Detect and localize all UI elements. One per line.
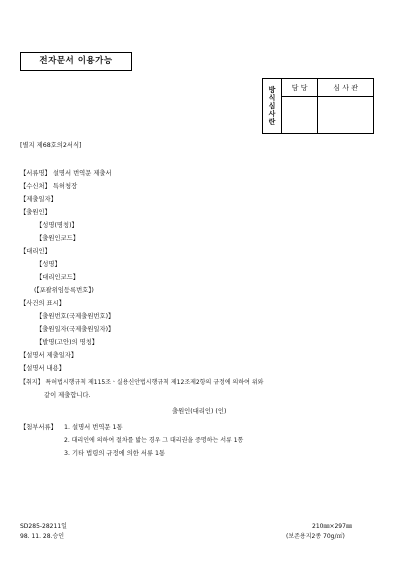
field-agent-name: 【성명】 xyxy=(36,261,61,268)
field-purpose-line2: 같이 제출합니다. xyxy=(44,392,91,399)
field-applicant-code: 【출원인코드】 xyxy=(36,235,80,242)
approval-col-staff: 담 당 xyxy=(282,79,318,97)
approval-char: 심 xyxy=(268,102,276,110)
attachment-item-1: 1. 설명서 번역문 1통 xyxy=(64,424,123,431)
field-submit-date: 【설명서 제출일자】 xyxy=(20,352,78,359)
approval-char: 란 xyxy=(268,118,276,126)
footer-form-code: SD285-28211일 xyxy=(20,523,67,530)
attachment-item-2: 2. 대리인에 의하여 절차를 밟는 경우 그 대리권을 증명하는 서류 1통 xyxy=(64,437,244,444)
approval-side-label xyxy=(263,79,282,134)
footer-approval-date: 98. 11. 28.승인 xyxy=(20,533,65,540)
approval-char: 식 xyxy=(268,94,276,102)
field-agent-code: 【대리인코드】 xyxy=(36,274,80,281)
approval-col-examiner: 심 사 관 xyxy=(318,79,374,97)
document-title: 전자문서 이용가능 xyxy=(39,56,113,66)
field-date: 【제출일자】 xyxy=(20,196,57,203)
attachment-item-3: 3. 기타 법령의 규정에 의한 서류 1통 xyxy=(64,450,166,457)
field-invention-title: 【발명(고안)의 명칭】 xyxy=(36,339,99,346)
field-doc-type: 【서류명】 설명서 번역문 제출서 xyxy=(20,170,112,177)
field-purpose-line1: 【취지】 특허법시행규칙 제115조ㆍ실용신안법시행규칙 제12조제2항의 규정에 의하여 위와 xyxy=(20,379,264,386)
document-title-box xyxy=(20,52,132,71)
field-application-number: 【출원번호(국제출원번호)】 xyxy=(36,313,115,320)
field-application-date: 【출원일자(국제출원일자)】 xyxy=(36,326,115,333)
approval-char: 사 xyxy=(268,110,276,118)
field-agent-registration: (【포괄위임등록번호】) xyxy=(34,287,94,294)
footer-paper-size: 210㎜×297㎜ xyxy=(312,523,352,530)
field-applicant-name: 【성명(명칭)】 xyxy=(36,222,78,229)
approval-cell-examiner xyxy=(318,97,374,134)
field-recipient: 【수신처】 특허청장 xyxy=(20,183,78,190)
signature-line: 출원인(대리인) (인) xyxy=(172,408,227,415)
field-case: 【사건의 표시】 xyxy=(20,300,66,307)
field-description: 【설명서 내용】 xyxy=(20,365,66,372)
footer-paper-type: (보존용지2종 70g/㎡) xyxy=(286,533,345,540)
field-attachments: 【첨부서류】 xyxy=(20,424,57,431)
form-number: [별지 제68호의2서식] xyxy=(20,142,82,149)
field-agent: 【대리인】 xyxy=(20,248,51,255)
field-applicant: 【출원인】 xyxy=(20,209,51,216)
approval-char: 방 xyxy=(268,86,276,94)
approval-table xyxy=(262,78,374,134)
approval-cell-staff xyxy=(282,97,318,134)
